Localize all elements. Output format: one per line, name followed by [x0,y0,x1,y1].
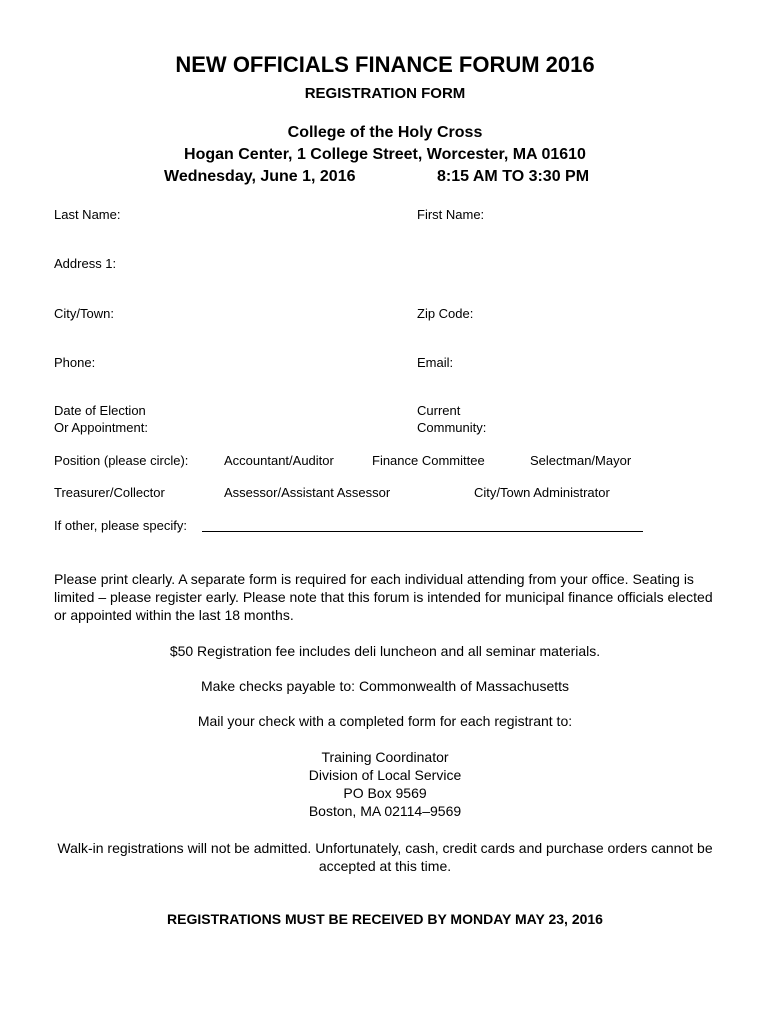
community-label-line1: Current [417,403,461,418]
zip-label: Zip Code: [417,306,474,321]
position-option[interactable]: Assessor/Assistant Assessor [224,485,391,500]
address-label: Address 1: [54,256,117,271]
instructions-paragraph: Please print clearly. A separate form is required for each individual attending from your office. Seating is limited – please register early. Please note that this forum is intended for municipal finance officials elected or appointed within the last 18 months. [54,571,713,623]
position-option[interactable]: Selectman/Mayor [530,453,632,468]
position-option[interactable]: Finance Committee [372,453,485,468]
position-option[interactable]: Accountant/Auditor [224,453,334,468]
venue-name: College of the Holy Cross [287,124,483,141]
position-option[interactable]: Treasurer/Collector [54,485,165,500]
mail-note: Mail your check with a completed form for each registrant to: [197,713,573,729]
other-position-line[interactable] [202,531,643,532]
email-label: Email: [417,355,454,370]
position-label: Position (please circle): [54,453,189,468]
city-label: City/Town: [54,306,114,321]
election-date-label-line1: Date of Election [54,403,146,418]
election-date-label-line2: Or Appointment: [54,420,148,435]
other-position-label: If other, please specify: [54,518,187,533]
fee-note: $50 Registration fee includes deli luncheon and all seminar materials. [169,643,601,659]
deadline-notice: REGISTRATIONS MUST BE RECEIVED BY MONDAY MAY 23, 2016 [167,911,603,927]
payable-note: Make checks payable to: Commonwealth of Massachusetts [200,678,570,694]
walk-in-note: Walk-in registrations will not be admitted. Unfortunately, cash, credit cards and purchase orders cannot be accepted at this time. [57,840,713,874]
event-date: Wednesday, June 1, 2016 [164,168,356,185]
phone-label: Phone: [54,355,96,370]
form-subtitle: REGISTRATION FORM [304,85,466,102]
position-option[interactable]: City/Town Administrator [474,485,610,500]
community-label-line2: Community: [417,420,487,435]
mailing-address-line: Division of Local Service [308,767,462,783]
mailing-address-line: Training Coordinator [321,749,449,765]
event-time: 8:15 AM TO 3:30 PM [437,168,590,185]
form-title: NEW OFFICIALS FINANCE FORUM 2016 [175,52,595,77]
last-name-label: Last Name: [54,207,121,222]
mailing-address-line: Boston, MA 02114–9569 [308,803,462,819]
venue-address: Hogan Center, 1 College Street, Worcester, MA 01610 [184,146,586,163]
first-name-label: First Name: [417,207,485,222]
mailing-address-line: PO Box 9569 [343,785,427,801]
